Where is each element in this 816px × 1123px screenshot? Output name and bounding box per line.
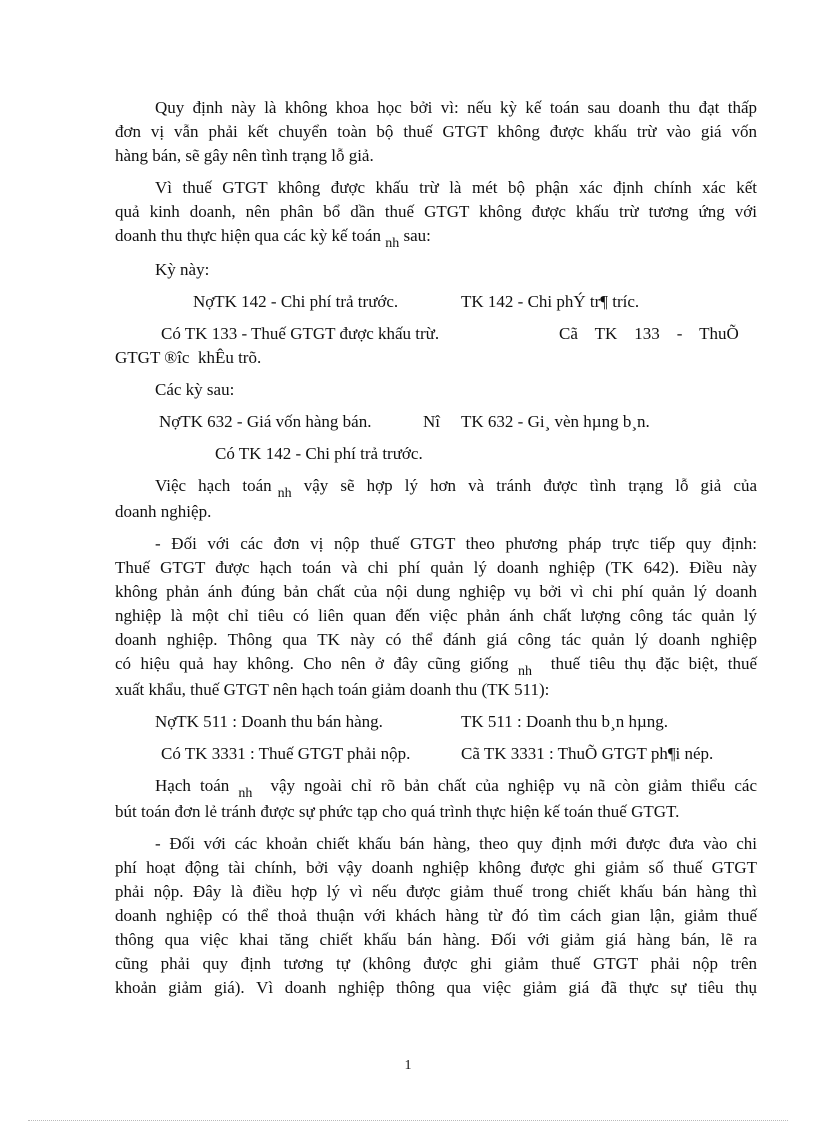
text-run: doanh thu thực hiện qua các kỳ kế toán (115, 226, 386, 245)
label-cac-ky-sau (115, 378, 757, 402)
text-line: bút toán đơn lẻ tránh được sự phức tạp cho quá trình thực hiện kế toán thuế GTGT. (115, 802, 680, 821)
text-line: doanh nghiệp có thể thoả thuận với khách hàng từ đó tìm cách gian lận, giảm thuế (115, 906, 757, 925)
paragraph-6 (115, 832, 757, 1000)
entry-right: TK 142 - Chi phÝ tr¶ tríc. (461, 292, 640, 311)
entry-left: NợTK 511 : Doanh thu bán hàng. (155, 712, 383, 731)
text-run: nh (517, 664, 532, 679)
journal-entry-4 (115, 442, 757, 466)
text-line: khoản giảm giá). Vì doanh nghiệp thông qua việc giảm giá đã thực sự tiêu thụ (115, 978, 757, 997)
entry-right: TK 511 : Doanh thu b¸n hµng. (461, 712, 669, 731)
paragraph-3 (115, 474, 757, 524)
text-run: thuế tiêu thụ đặc biệt, thuế (531, 654, 757, 673)
text-line (115, 474, 757, 500)
text-line: - Đối với các đơn vị nộp thuế GTGT theo phương pháp trực tiếp quy định: (155, 534, 757, 553)
text-run: có hiệu quả hay không. Cho nên ở đây cũng giống (115, 654, 518, 673)
text-line: - Đối với các khoản chiết khấu bán hàng, theo quy định mới được đưa vào chi (155, 834, 757, 853)
text-line (115, 652, 757, 678)
document-body (115, 96, 757, 1000)
text-run: Việc hạch toán (155, 476, 278, 495)
text-line: quả kinh doanh, nên phân bổ dần thuế GTGT không được khấu trừ tương ứng với (115, 202, 757, 221)
page-bottom-divider (28, 1120, 788, 1121)
text-line: Thuế GTGT được hạch toán và chi phí quản lý doanh nghiệp (TK 642). Điều này (115, 558, 757, 577)
paragraph-5 (115, 774, 757, 824)
text-run: Kỳ này: (155, 260, 210, 279)
text-run: sau: (399, 226, 431, 245)
text-line: hàng bán, sẽ gây nên tình trạng lỗ giả. (115, 146, 374, 165)
text-run: nh (277, 486, 292, 501)
text-line: phải nộp. Đây là điều hợp lý vì nếu được giảm thuế trong chiết khấu bán hàng thì (115, 882, 757, 901)
text-line: không phản ánh đúng bản chất của nội dung nghiệp vụ bởi vì chi phí quản lý doanh (115, 582, 757, 601)
paragraph-2 (115, 176, 757, 250)
text-line: cũng phải quy định tương tự (không được ghi giảm thuế GTGT phải nộp trên (115, 954, 757, 973)
entry-left: Có TK 3331 : Thuế GTGT phải nộp. (161, 744, 411, 763)
text-run: nh (238, 786, 253, 801)
text-line (115, 224, 757, 250)
journal-entry-2 (115, 322, 757, 346)
entry-left: Có TK 133 - Thuế GTGT được khấu trừ. (161, 324, 440, 343)
page-number: 1 (404, 1058, 412, 1073)
text-line: Quy định này là không khoa học bởi vì: nếu kỳ kế toán sau doanh thu đạt thấp (155, 98, 757, 117)
journal-entry-3 (115, 410, 757, 434)
journal-entry-2-cont (115, 346, 757, 370)
text-line: xuất khẩu, thuế GTGT nên hạch toán giảm doanh thu (TK 511): (115, 680, 550, 699)
text-line: Vì thuế GTGT không được khấu trừ là mét bộ phận xác định chính xác kết (155, 178, 757, 197)
entry-left: NợTK 142 - Chi phí trả trước. (193, 292, 399, 311)
text-line: phí hoạt động tài chính, bởi vậy doanh nghiệp không được ghi giảm số thuế GTGT (115, 858, 757, 877)
journal-entry-6 (115, 742, 757, 766)
entry-left: NợTK 632 - Giá vốn hàng bán. (159, 412, 372, 431)
text-line: thông qua việc khai tăng chiết khấu bán hàng. Đối với giảm giá hàng bán, lẽ ra (115, 930, 757, 949)
text-run: Các kỳ sau: (155, 380, 235, 399)
text-line: doanh nghiệp. (115, 502, 212, 521)
entry-right: Cã TK 133 - ThuÕ (559, 324, 739, 343)
entry-right: TK 632 - Gi¸ vèn hµng b¸n. (461, 412, 650, 431)
text-line: nghiệp là một chỉ tiêu có liên quan đến việc phản ánh chất lượng công tác quản lý (115, 606, 757, 625)
text-run: vậy ngoài chỉ rõ bản chất của nghiệp vụ nã còn giảm thiểu các (252, 776, 757, 795)
entry-cont: GTGT ®îc khÊu trõ. (115, 348, 262, 367)
text-line: đơn vị vẫn phải kết chuyển toàn bộ thuế GTGT không được khấu trừ vào giá vốn (115, 122, 757, 141)
journal-entry-1 (115, 290, 757, 314)
text-run: nh (385, 236, 400, 251)
paragraph-4 (115, 532, 757, 702)
text-run: vậy sẽ hợp lý hơn và tránh được tình trạng lỗ giả của (291, 476, 757, 495)
journal-entry-5 (115, 710, 757, 734)
entry-right: Cã TK 3331 : ThuÕ GTGT ph¶i nép. (461, 744, 714, 763)
label-ky-nay (115, 258, 757, 282)
entry-left: Có TK 142 - Chi phí trả trước. (215, 444, 423, 463)
text-run: Hạch toán (155, 776, 239, 795)
entry-mid: Nî (423, 412, 440, 431)
text-line (115, 774, 757, 800)
paragraph-1 (115, 96, 757, 168)
text-line: doanh nghiệp. Thông qua TK này có thể đánh giá công tác quản lý doanh nghiệp (115, 630, 757, 649)
